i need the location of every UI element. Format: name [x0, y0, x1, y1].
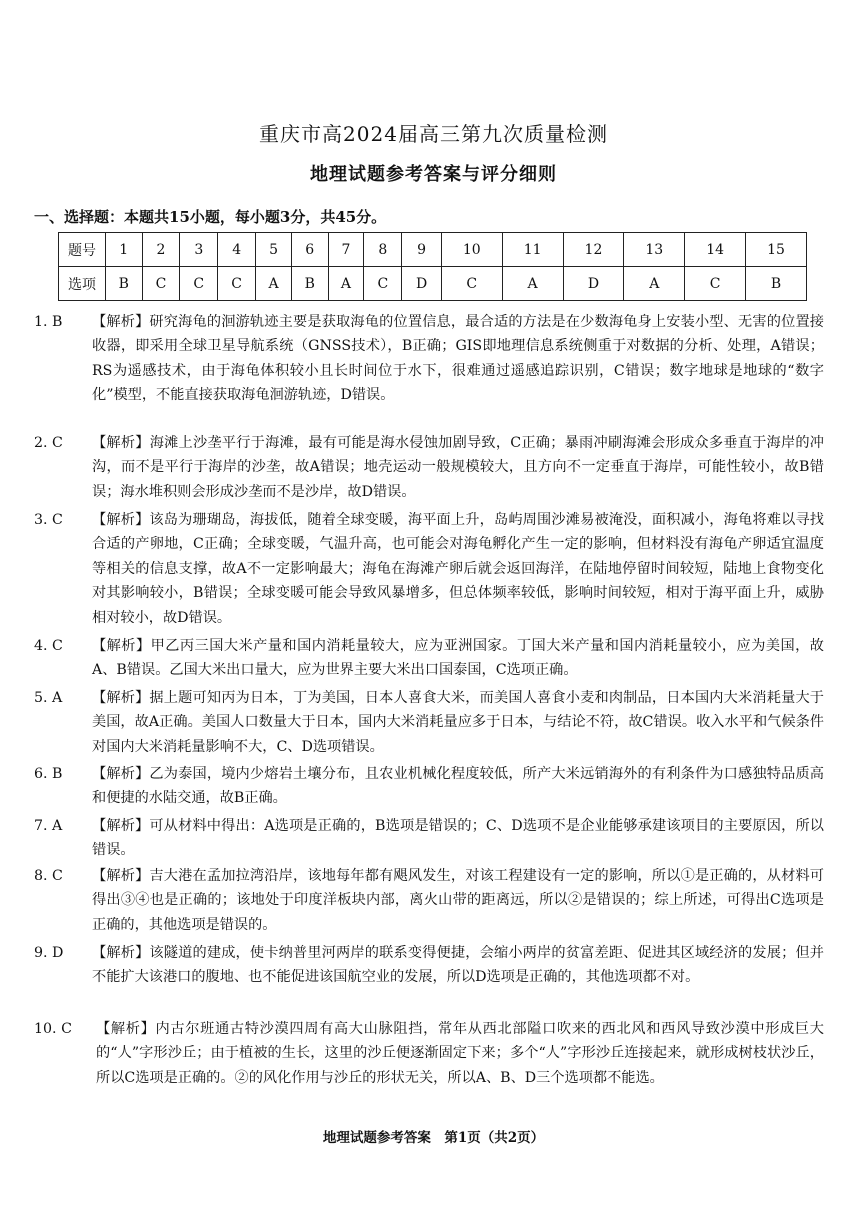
question-number-cell: 8: [364, 233, 402, 267]
answer-cell: C: [364, 267, 402, 301]
explanation-text: 【解析】甲乙丙三国大米产量和国内消耗量较大，应为亚洲国家。丁国大米产量和国内消耗量较小，应为美国，故A、B错误。乙国大米出口量大，应为世界主要大米出口国泰国，C选项正确。: [92, 638, 824, 679]
question-number-cell: 5: [256, 233, 292, 267]
document-subtitle: 地理试题参考答案与评分细则: [310, 164, 557, 185]
explanation-text: 【解析】研究海龟的洄游轨迹主要是获取海龟的位置信息，最合适的方法是在少数海龟身上安装小型、无害的位置接收器，即采用全球卫星导航系统（GNSS技术），B正确；GIS即地理信息系统侧重于对数据的分析、处理，A错误；RS为遥感技术，由于海龟体积较小且长时间位于水下，很难通过遥感追踪识别，C错误；数字地球是地球的“数字化”模型，不能直接获取海龟洄游轨迹，D错误。: [92, 314, 824, 404]
explanation-text: 【解析】吉大港在孟加拉湾沿岸，该地每年都有飓风发生，对该工程建设有一定的影响，所以①是正确的，从材料可得出③④也是正确的；该地处于印度洋板块内部，离火山带的距离远，所以②是错误的；综上所述，可得出C选项是正确的，其他选项是错误的。: [92, 868, 824, 933]
question-number-cell: 15: [746, 233, 807, 267]
question-number-cell: 11: [502, 233, 563, 267]
exam-title: 重庆市高2024届高三第九次质量检测: [259, 122, 608, 146]
question-number-cell: 9: [402, 233, 442, 267]
question-label: 3. C: [34, 512, 63, 528]
answer-cell: D: [402, 267, 442, 301]
explanation-text: 【解析】乙为泰国，境内少熔岩土壤分布，且农业机械化程度较低，所产大米远销海外的有利条件为口感独特品质高和便捷的水陆交通，故B正确。: [92, 766, 824, 807]
explanation-item: [34, 508, 824, 630]
answer-cell: A: [256, 267, 292, 301]
explanation-item: [34, 814, 824, 863]
section-heading: 一、选择题：本题共15小题，每小题3分，共45分。: [34, 208, 387, 226]
answer-cell: A: [502, 267, 563, 301]
explanation-item: [34, 431, 824, 504]
question-label: 7. A: [34, 818, 63, 834]
question-number-cell: 1: [106, 233, 143, 267]
answer-cell: B: [292, 267, 329, 301]
answer-cell: C: [441, 267, 502, 301]
answer-cell: C: [218, 267, 256, 301]
answer-cell: B: [106, 267, 143, 301]
row-label-answer: 选项: [59, 267, 106, 301]
answer-cell: A: [328, 267, 364, 301]
explanation-text: 【解析】可从材料中得出：A选项是正确的，B选项是错误的；C、D选项不是企业能够承建该项目的主要原因，所以错误。: [92, 818, 824, 859]
question-number-cell: 14: [685, 233, 746, 267]
question-number-cell: 4: [218, 233, 256, 267]
question-number-cell: 7: [328, 233, 364, 267]
answer-cell: D: [563, 267, 624, 301]
question-number-cell: 6: [292, 233, 329, 267]
explanation-text: 【解析】海滩上沙垄平行于海滩，最有可能是海水侵蚀加剧导致，C正确；暴雨冲刷海滩会形成众多垂直于海岸的冲沟，而不是平行于海岸的沙垄，故A错误；地壳运动一般规模较大，且方向不一定垂直于海岸，可能性较小，故B错误；海水堆积则会形成沙垄而不是沙岸，故D错误。: [92, 435, 824, 500]
question-number-row: [59, 233, 807, 267]
explanation-item: [34, 762, 824, 811]
question-label: 6. B: [34, 766, 63, 782]
question-label: 2. C: [34, 435, 63, 451]
question-label: 10. C: [34, 1021, 72, 1037]
explanation-text: 【解析】内古尔班通古特沙漠四周有高大山脉阻挡，常年从西北部隘口吹来的西北风和西风导致沙漠中形成巨大的“人”字形沙丘；由于植被的生长，这里的沙丘便逐渐固定下来；多个“人”字形沙丘连接起来，就形成树枝状沙丘，所以C选项是正确的。②的风化作用与沙丘的形状无关，所以A、B、D三个选项都不能选。: [96, 1021, 824, 1086]
row-label-number: 题号: [59, 233, 106, 267]
explanation-item: [34, 1017, 824, 1090]
question-number-cell: 12: [563, 233, 624, 267]
question-number-cell: 13: [624, 233, 685, 267]
explanation-text: 【解析】该岛为珊瑚岛，海拔低，随着全球变暖，海平面上升，岛屿周围沙滩易被淹没，面积减小，海龟将难以寻找合适的产卵地，C正确；全球变暖，气温升高，也可能会对海龟孵化产生一定的影响，但材料没有海龟产卵适宜温度等相关的信息支撑，故A不一定影响最大；海龟在海滩产卵后就会返回海洋，在陆地停留时间较短，陆地上食物变化对其影响较小，B错误；全球变暖可能会导致风暴增多，但总体频率较低，影响时间较短，相对于海平面上升，威胁相对较小，故D错误。: [92, 512, 824, 626]
answer-cell: B: [746, 267, 807, 301]
explanation-text: 【解析】据上题可知丙为日本，丁为美国，日本人喜食大米，而美国人喜食小麦和肉制品，日本国内大米消耗量大于美国，故A正确。美国人口数量大于日本，国内大米消耗量应多于日本，与结论不符，故C错误。收入水平和气候条件对国内大米消耗量影响不大，C、D选项错误。: [92, 690, 824, 755]
explanation-text: 【解析】该隧道的建成，使卡纳普里河两岸的联系变得便捷，会缩小两岸的贫富差距、促进其区域经济的发展；但并不能扩大该港口的腹地、也不能促进该国航空业的发展，所以D选项是正确的，其他选项都不对。: [92, 945, 824, 986]
explanation-item: [34, 941, 824, 990]
explanation-item: [34, 864, 824, 937]
answer-cell: C: [685, 267, 746, 301]
explanation-item: [34, 634, 824, 683]
answer-cell: A: [624, 267, 685, 301]
question-number-cell: 10: [441, 233, 502, 267]
answer-row: [59, 267, 807, 301]
answer-cell: C: [180, 267, 218, 301]
explanation-item: [34, 686, 824, 759]
question-number-cell: 3: [180, 233, 218, 267]
answer-cell: C: [142, 267, 180, 301]
question-label: 8. C: [34, 868, 63, 884]
question-label: 1. B: [34, 314, 63, 330]
question-label: 5. A: [34, 690, 63, 706]
question-number-cell: 2: [142, 233, 180, 267]
answer-table: [58, 232, 807, 301]
explanation-item: [34, 310, 824, 408]
question-label: 4. C: [34, 638, 63, 654]
question-label: 9. D: [34, 945, 64, 961]
page-footer: 地理试题参考答案 第1页（共2页）: [322, 1130, 545, 1146]
